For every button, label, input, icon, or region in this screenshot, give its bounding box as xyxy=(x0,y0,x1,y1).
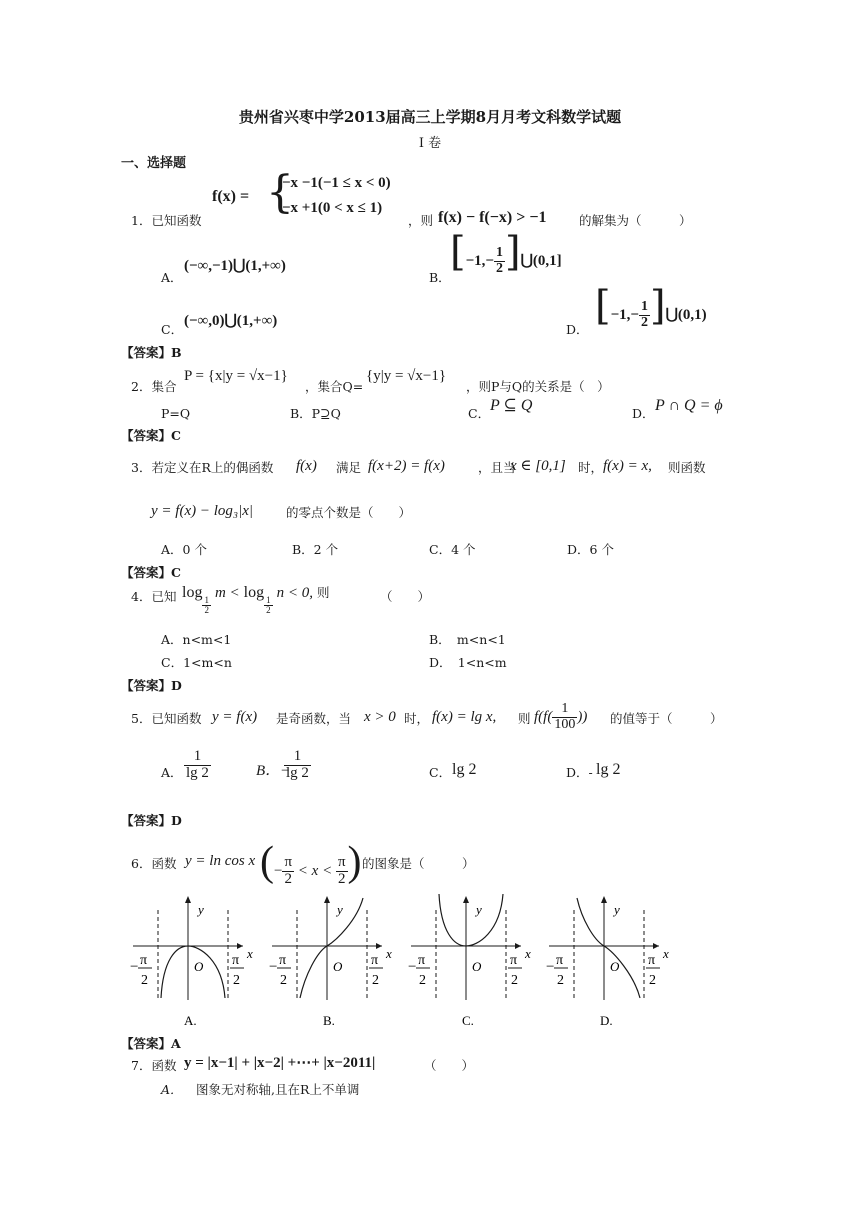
q1-d-expr1: −1,− xyxy=(610,307,639,323)
q5-c-expr: lg 2 xyxy=(452,761,477,778)
q5-b-label: B．− xyxy=(256,763,291,779)
q6-two2: 2 xyxy=(337,871,346,888)
q5-d-label: D．- xyxy=(566,765,593,780)
q7-suffix: （ ） xyxy=(424,1058,475,1073)
graph-b-y-label: y xyxy=(337,902,343,917)
graph-a-x-label: x xyxy=(247,946,253,961)
q1-middle: ，则 xyxy=(408,213,434,228)
graph-c-left-tick-pi: π xyxy=(418,953,426,968)
q5-d-expr: lg 2 xyxy=(596,761,621,778)
q1-b-label: B． xyxy=(429,270,451,285)
q1-c-expr: (−∞,0)⋃(1,+∞) xyxy=(184,313,278,329)
q2-suffix: ，则P与Q的关系是（ ） xyxy=(466,379,610,394)
q1-d-frac-num: 1 xyxy=(640,299,648,315)
page-subtitle: I 卷 xyxy=(418,136,442,151)
q4-base1-den: 2 xyxy=(204,605,209,615)
graph-b-x-arrow xyxy=(376,943,382,949)
q7-a-label: A． xyxy=(161,1082,183,1097)
q2-c-expr: P ⊆ Q xyxy=(490,397,533,414)
graph-d-x-label: x xyxy=(663,946,669,961)
q6-paren-open: ( xyxy=(260,839,274,885)
q7-a-text: 图象无对称轴,且在R上不单调 xyxy=(196,1082,360,1097)
graph-d-right-tick-pi: π xyxy=(648,953,656,968)
q5-mid1: 是奇函数，当 xyxy=(276,711,352,726)
q6-two1: 2 xyxy=(284,871,292,888)
q3-option-c: C．4 个 xyxy=(429,542,476,557)
graph-c-curve xyxy=(439,894,503,946)
graph-d-y-label: y xyxy=(614,902,620,917)
graph-d-y-arrow xyxy=(601,896,607,903)
q1-prefix: 1．已知函数 xyxy=(131,213,202,228)
graph-a-left-tick-two: 2 xyxy=(141,973,148,988)
graph-a-origin-label: O xyxy=(194,959,204,974)
q6-graphs xyxy=(0,880,860,1040)
q1-b-bracket: [ xyxy=(450,229,466,275)
graph-c-neg-sign: − xyxy=(408,959,417,975)
q3-text-f: 的零点个数是（ ） xyxy=(286,505,412,520)
q1-suffix: 的解集为（ ） xyxy=(579,213,692,228)
q5-prefix: 5．已知函数 xyxy=(131,711,202,726)
graph-b-right-tick-two: 2 xyxy=(372,973,379,988)
q3-option-a: A．0 个 xyxy=(161,542,207,557)
q4-base2-num: 1 xyxy=(266,594,271,605)
graph-c-caption: C. xyxy=(462,1013,474,1028)
q4-log1: log xyxy=(182,584,203,601)
q6-mid: < x < xyxy=(297,863,333,879)
q4-base2-den: 2 xyxy=(266,605,271,615)
q5-eq: f(x) = lg x, xyxy=(432,709,497,725)
q4-base1-num: 1 xyxy=(204,594,209,605)
graph-b-caption: B. xyxy=(323,1013,335,1028)
q4-m: m < xyxy=(214,585,240,601)
graph-b-left-tick-pi: π xyxy=(279,953,287,968)
graph-d-left-tick-pi: π xyxy=(556,953,564,968)
graph-a-y-label: y xyxy=(198,902,204,917)
graph-c-right-tick-two: 2 xyxy=(511,973,518,988)
q5-cond: x > 0 xyxy=(364,709,396,725)
q1-case1: −x −1(−1 ≤ x < 0) xyxy=(282,175,391,191)
q5-a-den: lg 2 xyxy=(186,764,209,781)
q1-condition: f(x) − f(−x) > −1 xyxy=(438,209,547,226)
q4-prefix: 4．已知 xyxy=(131,589,177,604)
q5-b-num: 1 xyxy=(284,749,311,766)
q3-text-b: 满足 xyxy=(336,460,362,475)
q1-d-label: D． xyxy=(566,322,589,337)
graph-c-y-arrow xyxy=(463,896,469,903)
graph-a-left-tick-pi: π xyxy=(140,953,148,968)
q5-a-num: 1 xyxy=(184,749,211,766)
graph-c-right-tick-pi: π xyxy=(510,953,518,968)
graph-a-neg-sign: − xyxy=(130,959,139,975)
q6-pi2: π xyxy=(337,854,346,871)
q5-y-expr: y = f(x) xyxy=(212,709,258,725)
graph-b-origin-label: O xyxy=(333,959,343,974)
q6-expr: y = ln cos x xyxy=(185,853,256,869)
q2-prefix: 2．集合 xyxy=(131,379,177,394)
q1-d-frac-den: 2 xyxy=(640,315,648,330)
q5-b-den: lg 2 xyxy=(286,764,309,781)
graph-c-origin-label: O xyxy=(472,959,482,974)
q2-d-label: D． xyxy=(632,406,655,421)
q5-frac-num: 1 xyxy=(552,702,577,718)
q4-option-b: B． m<n<1 xyxy=(429,632,506,647)
q5-suffix: 的值等于（ ） xyxy=(610,711,723,726)
q7-prefix: 7．函数 xyxy=(131,1058,177,1073)
q4-option-a: A．n<m<1 xyxy=(161,632,232,647)
graph-c-x-arrow xyxy=(515,943,521,949)
graph-c-y-label: y xyxy=(476,902,482,917)
q4-log2: log xyxy=(243,584,265,601)
graph-a-y-arrow xyxy=(185,896,191,903)
q5-ff: f(f( xyxy=(534,709,553,725)
q1-answer: 【答案】B xyxy=(121,345,182,360)
graph-d-x-arrow xyxy=(653,943,659,949)
graph-a-caption: A. xyxy=(184,1013,197,1028)
q2-q-expr: {y|y = √x−1} xyxy=(366,368,447,384)
q1-brace: { xyxy=(266,167,294,218)
q3-text-c: ，且当 xyxy=(478,460,516,475)
q2-answer: 【答案】C xyxy=(121,428,181,443)
q3-text-e: 则函数 xyxy=(668,460,706,475)
q1-a-expr: (−∞,−1)⋃(1,+∞) xyxy=(184,258,286,274)
q6-pi1: π xyxy=(284,854,293,871)
graph-c-left-tick-two: 2 xyxy=(419,973,426,988)
q3-text-d: 时， xyxy=(578,460,604,475)
graph-a-right-tick-two: 2 xyxy=(233,973,240,988)
q5-ff-end: )) xyxy=(577,709,588,725)
graph-b-left-tick-two: 2 xyxy=(280,973,287,988)
graph-a-x-arrow xyxy=(237,943,243,949)
q3-eq: f(x+2) = f(x) xyxy=(368,458,445,474)
graph-a-right-tick-pi: π xyxy=(232,953,240,968)
q5-mid3: 则 xyxy=(518,711,531,726)
q4-answer: 【答案】D xyxy=(121,678,182,693)
graph-b-x-label: x xyxy=(386,946,392,961)
q1-b-expr2: ⋃(0,1] xyxy=(520,253,562,269)
q5-c-label: C． xyxy=(429,765,452,780)
graph-d-right-tick-two: 2 xyxy=(649,973,656,988)
q1-b-frac-den: 2 xyxy=(495,261,503,276)
q2-d-expr: P ∩ Q = ϕ xyxy=(655,397,723,414)
graph-d-origin-label: O xyxy=(610,959,620,974)
q1-b-frac-num: 1 xyxy=(495,245,503,261)
q1-d-expr2: ⋃(0,1) xyxy=(665,307,707,323)
q5-a-label: A． xyxy=(161,765,183,780)
graph-b-neg-sign: − xyxy=(269,959,278,975)
q4-option-c: C．1<m<n xyxy=(161,655,232,670)
q2-option-a: P=Q xyxy=(161,406,191,421)
q2-c-label: C． xyxy=(468,406,491,421)
q3-option-d: D．6 个 xyxy=(567,542,614,557)
graph-d-curve xyxy=(577,898,640,998)
q7-expr: y = |x−1| + |x−2| +⋯+ |x−2011| xyxy=(184,1055,376,1071)
q1-b-expr1: −1,− xyxy=(465,253,494,269)
q4-n: n < 0, xyxy=(276,585,313,601)
q5-mid2: 时， xyxy=(404,711,430,726)
graph-c-x-label: x xyxy=(525,946,531,961)
q3-domain: x ∈ [0,1] xyxy=(510,458,566,474)
q5-frac-den: 100 xyxy=(554,717,576,733)
q1-case2: −x +1(0 < x ≤ 1) xyxy=(282,200,383,216)
q3-answer: 【答案】C xyxy=(121,565,181,580)
q3-expr: y = f(x) − log₃|x| xyxy=(151,503,254,519)
graph-b-y-arrow xyxy=(324,896,330,903)
q6-neg: − xyxy=(274,863,283,879)
q6-answer: 【答案】A xyxy=(121,1036,181,1051)
q5-answer: 【答案】D xyxy=(121,813,182,828)
section-heading: 一、选择题 xyxy=(121,156,187,171)
q3-option-b: B．2 个 xyxy=(292,542,339,557)
q1-fx: f(x) = xyxy=(212,188,250,205)
q6-paren-close: ) xyxy=(347,839,362,885)
graph-d-neg-sign: − xyxy=(546,959,555,975)
q1-c-label: C． xyxy=(161,322,184,337)
graph-a-curve xyxy=(161,946,225,998)
q3-text-a: 3．若定义在R上的偶函数 xyxy=(131,460,274,475)
q6-suffix: 的图象是（ ） xyxy=(362,856,475,871)
q6-prefix: 6．函数 xyxy=(131,856,177,871)
q1-d-bracket: [ xyxy=(595,283,611,329)
q3-eq2: f(x) = x, xyxy=(603,458,652,474)
q4-option-d: D． 1<n<m xyxy=(429,655,507,670)
q1-a-label: A． xyxy=(161,270,183,285)
q2-option-b: B．P⊇Q xyxy=(290,406,341,421)
page-title: 贵州省兴枣中学2013届高三上学期8月月考文科数学试题 xyxy=(238,108,622,126)
graph-b-curve xyxy=(300,898,363,998)
q4-paren: （ ） xyxy=(380,589,431,604)
q4-then: 则 xyxy=(317,585,330,600)
graph-b-right-tick-pi: π xyxy=(371,953,379,968)
graph-d-caption: D. xyxy=(600,1013,613,1028)
q2-p-expr: P = {x|y = √x−1} xyxy=(184,368,288,384)
q2-middle: ，集合Q= xyxy=(305,379,364,394)
graph-d-left-tick-two: 2 xyxy=(557,973,564,988)
q3-fx: f(x) xyxy=(296,458,317,474)
